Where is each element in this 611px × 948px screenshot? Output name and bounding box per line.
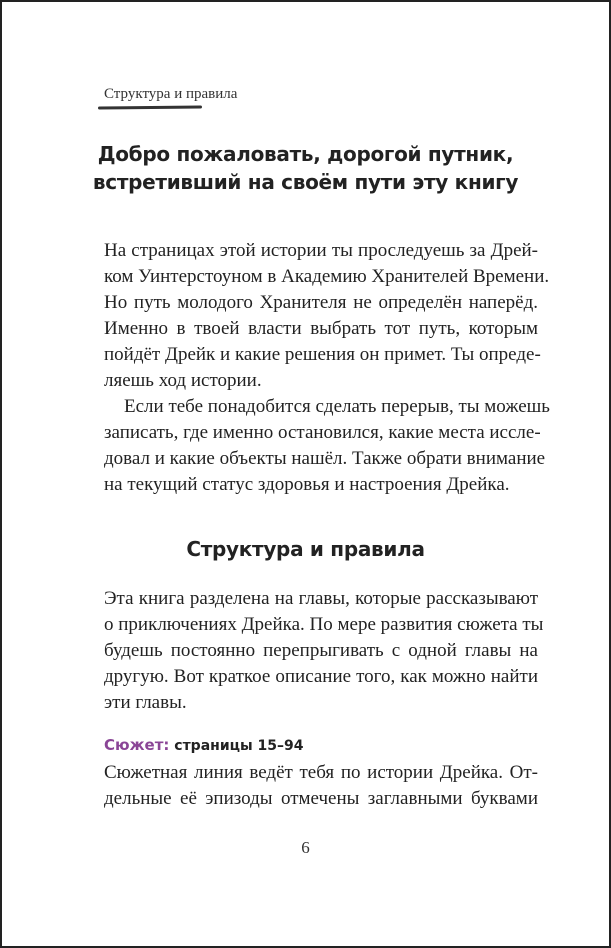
running-header: Структура и правила [104, 86, 238, 102]
text-line: На страницах этой истории ты проследуешь за Дрей- [104, 240, 538, 261]
text-line: Эта книга разделена на главы, которые рассказывают [104, 588, 538, 609]
text-line: Если тебе понадобится сделать перерыв, ты можешь [124, 396, 550, 417]
text-line: ляешь ход истории. [104, 370, 262, 391]
text-line: будешь постоянно перепрыгивать с одной главы на [104, 640, 538, 661]
text-line: на текущий статус здоровья и настроения Дрейка. [104, 474, 510, 495]
welcome-title-line-2: встретивший на своём пути эту книгу [92, 170, 519, 194]
text-line: Именно в твоей власти выбрать тот путь, которым [104, 318, 538, 339]
text-line: эти главы. [104, 692, 187, 713]
text-line: записать, где именно остановился, какие места иссле- [104, 422, 541, 443]
text-line: пойдёт Дрейк и какие решения он примет. Ты опреде- [104, 344, 541, 365]
text-line: дельные её эпизоды отмечены заглавными буквами [104, 788, 538, 809]
plot-label: Сюжет: [104, 736, 170, 754]
text-line: о приключениях Дрейка. По мере развития сюжета ты [104, 614, 544, 635]
plot-pages: страницы 15–94 [174, 738, 304, 754]
text-line: ком Уинтерстоуном в Академию Хранителей Времени. [104, 266, 550, 287]
text-line: другую. Вот краткое описание того, как можно найти [104, 666, 538, 687]
text-line: Но путь молодого Хранителя не определён наперёд. [104, 292, 538, 313]
plot-subheading [104, 736, 304, 754]
page-number: 6 [301, 838, 310, 857]
text-line: довал и какие объекты нашёл. Также обрати внимание [104, 448, 546, 469]
text-line: Сюжетная линия ведёт тебя по истории Дрейка. От- [104, 762, 538, 783]
section-title: Структура и правила [186, 537, 425, 561]
welcome-title-line-1: Добро пожаловать, дорогой путник, [97, 142, 514, 166]
